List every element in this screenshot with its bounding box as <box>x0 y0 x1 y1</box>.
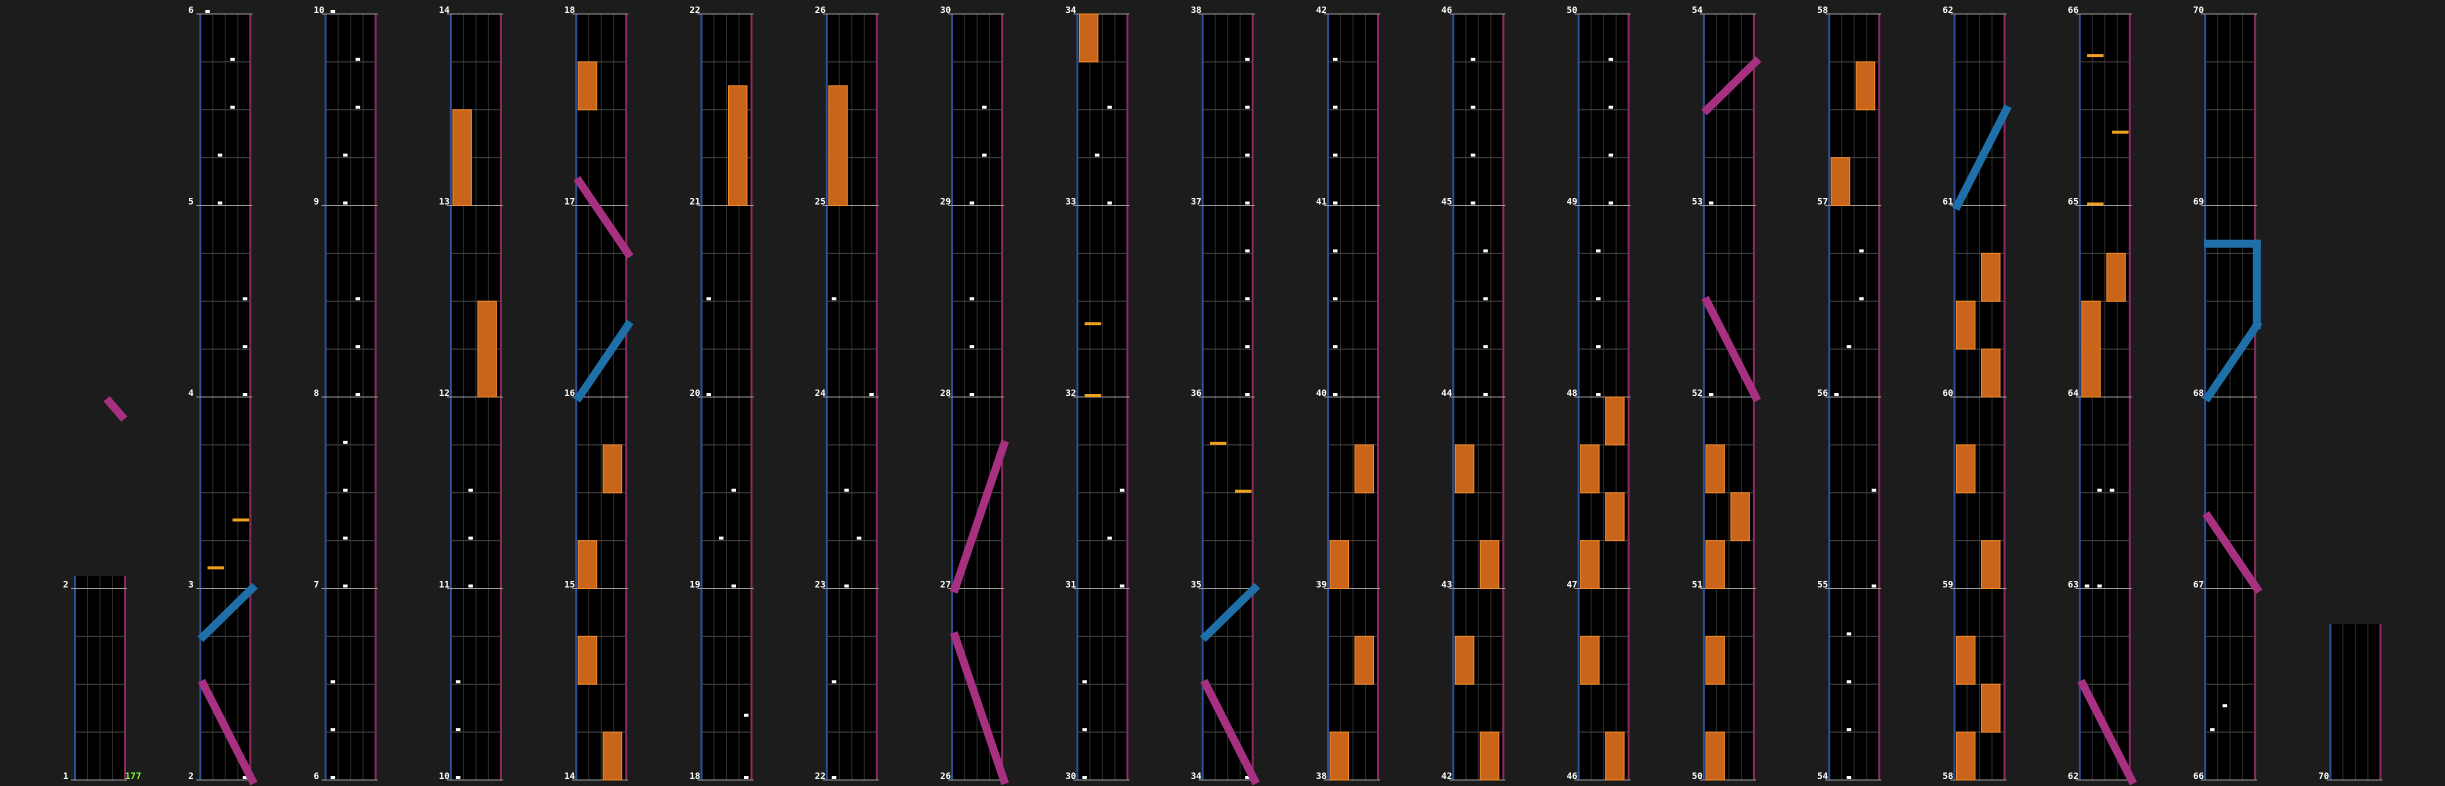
tap-note <box>844 585 849 588</box>
hold-note <box>1606 493 1625 541</box>
measure-number-label: 51 <box>1691 580 1703 591</box>
hold-note <box>1957 301 1976 349</box>
tap-note <box>970 202 975 205</box>
hold-note <box>1856 62 1875 110</box>
hold-note <box>1480 732 1499 780</box>
measure-number-label: 28 <box>940 389 951 399</box>
measure-number-label: 29 <box>940 197 951 208</box>
measure-number-label: 66 <box>2067 6 2079 16</box>
tap-note <box>343 202 348 205</box>
measure-number-label: 42 <box>1316 6 1327 16</box>
measure-number-label: 58 <box>1817 6 1829 16</box>
tap-note <box>343 489 348 492</box>
tap-note <box>1872 489 1877 492</box>
tap-note <box>1847 345 1852 348</box>
tap-note <box>468 537 473 540</box>
measure-number-label: 38 <box>1190 6 1202 16</box>
hold-note <box>2107 253 2126 301</box>
measure-number-label: 30 <box>1065 772 1077 782</box>
measure-number-label: 2 <box>188 772 194 782</box>
measure-number-label: 4 <box>188 389 194 399</box>
tap-note <box>1847 728 1852 731</box>
measure-number-label: 68 <box>2193 389 2204 399</box>
tap-note <box>356 106 361 109</box>
tap-note <box>456 776 461 779</box>
tap-note <box>1082 680 1087 683</box>
measure-number-label: 34 <box>1065 6 1077 16</box>
tap-note <box>1333 202 1338 205</box>
measure-number-label: 63 <box>2067 580 2079 591</box>
measure-number-label: 56 <box>1817 389 1829 399</box>
tap-note <box>1245 297 1250 300</box>
measure-number-label: 42 <box>1441 772 1453 782</box>
hold-note <box>1480 541 1499 589</box>
hold-note <box>1581 445 1600 493</box>
measure-number-label: 27 <box>940 580 951 591</box>
tap-note <box>1609 106 1614 109</box>
measure-number-label: 45 <box>1441 197 1453 208</box>
measure-number-label: 52 <box>1691 389 1703 399</box>
hold-note <box>478 301 497 397</box>
hold-note <box>1982 349 2001 397</box>
measure-number-label: 67 <box>2193 580 2204 591</box>
measure-number-label: 48 <box>1566 389 1578 399</box>
hold-note <box>1581 541 1600 589</box>
measure-number-label: 36 <box>1190 389 1202 399</box>
measure-number-label: 16 <box>564 389 576 399</box>
measure-number-label: 9 <box>313 197 320 208</box>
tap-note <box>1859 297 1864 300</box>
tap-note <box>2110 489 2115 492</box>
total-combo-label: 177 <box>125 772 142 782</box>
measure-number-label: 18 <box>689 772 701 782</box>
hold-note <box>1982 684 2001 732</box>
tap-note <box>1095 154 1100 157</box>
tap-note <box>1709 393 1714 396</box>
tap-note <box>2097 489 2102 492</box>
measure-number-label: 50 <box>1566 6 1578 16</box>
tap-note <box>1483 297 1488 300</box>
tap-note <box>1120 489 1125 492</box>
measure-number-label: 37 <box>1190 197 1202 208</box>
tap-note <box>732 585 737 588</box>
tap-note <box>1847 776 1852 779</box>
tap-note <box>468 489 473 492</box>
hold-note <box>603 732 622 780</box>
hold-note <box>1606 397 1625 445</box>
measure-number-label: 57 <box>1817 197 1829 208</box>
tap-note <box>1107 537 1112 540</box>
tap-note <box>1872 585 1877 588</box>
tap-note <box>1333 106 1338 109</box>
measure-number-label: 59 <box>1942 580 1954 591</box>
measure-number-label: 53 <box>1691 197 1703 208</box>
tap-note <box>844 489 849 492</box>
tap-note <box>343 154 348 157</box>
measure-number-label: 61 <box>1942 197 1954 208</box>
note-layer <box>109 0 2257 780</box>
tap-note <box>230 106 235 109</box>
measure-number-label: 38 <box>1316 772 1327 782</box>
tap-note <box>356 58 361 61</box>
flick-note <box>208 566 225 569</box>
tap-note <box>1082 776 1087 779</box>
tap-note <box>982 106 987 109</box>
tap-note <box>982 154 987 157</box>
measure-number-label: 17 <box>564 197 576 208</box>
tap-note <box>1471 154 1476 157</box>
tap-note <box>456 680 461 683</box>
tap-note <box>1483 393 1488 396</box>
measure-number-label: 50 <box>1691 772 1703 782</box>
tap-note <box>343 441 348 444</box>
tap-note <box>243 345 248 348</box>
tap-note <box>2085 585 2090 588</box>
measure-number-label: 47 <box>1566 580 1578 591</box>
tap-note <box>832 297 837 300</box>
hold-note <box>1831 158 1850 206</box>
measure-number-label: 13 <box>438 197 450 208</box>
measure-number-label: 26 <box>814 6 826 16</box>
measure-number-label: 25 <box>814 197 826 208</box>
measure-number-label: 22 <box>689 6 701 16</box>
flick-note <box>1210 442 1227 445</box>
tap-note <box>832 680 837 683</box>
tap-note <box>331 728 336 731</box>
flick-note <box>1085 394 1102 397</box>
measure-number-label: 11 <box>438 580 450 591</box>
tap-note <box>2210 728 2215 731</box>
hold-note <box>1581 636 1600 684</box>
measure-number-label: 69 <box>2193 197 2204 208</box>
tap-note <box>243 297 248 300</box>
tap-note <box>1245 202 1250 205</box>
measure-number-label: 55 <box>1817 580 1829 591</box>
measure-number-label: 6 <box>313 772 320 782</box>
tap-note <box>719 537 724 540</box>
measure-number-label: 19 <box>689 580 701 591</box>
tap-note <box>1107 106 1112 109</box>
measure-number-label: 2 <box>63 580 69 591</box>
measure-number-label: 64 <box>2067 389 2079 399</box>
measure-number-label: 65 <box>2067 197 2079 208</box>
measure-number-label: 49 <box>1566 197 1578 208</box>
tap-note <box>468 585 473 588</box>
hold-note <box>829 86 848 206</box>
hold-note <box>578 541 597 589</box>
hold-note <box>1355 445 1374 493</box>
tap-note <box>205 10 210 13</box>
tap-note <box>356 345 361 348</box>
tap-note <box>1834 393 1839 396</box>
measure-number-label: 30 <box>940 6 951 16</box>
hold-note <box>1330 732 1349 780</box>
slide-path-pink <box>109 402 122 416</box>
tap-note <box>456 728 461 731</box>
tap-note <box>1471 58 1476 61</box>
tap-note <box>832 776 837 779</box>
hold-note <box>603 445 622 493</box>
measure-number-label: 44 <box>1441 389 1453 399</box>
flick-note <box>2087 203 2104 206</box>
tap-note <box>1245 345 1250 348</box>
measure-number-label: 40 <box>1316 389 1327 399</box>
tap-note <box>356 297 361 300</box>
tap-note <box>356 393 361 396</box>
tap-note <box>970 345 975 348</box>
tap-note <box>1245 393 1250 396</box>
tap-note <box>1847 632 1852 635</box>
tap-note <box>744 714 749 717</box>
tap-note <box>1609 202 1614 205</box>
measure-number-label: 23 <box>814 580 826 591</box>
tap-note <box>1333 249 1338 252</box>
tap-note <box>331 776 336 779</box>
tap-note <box>1596 345 1601 348</box>
hold-note <box>1706 636 1725 684</box>
tap-note <box>1609 154 1614 157</box>
lane-layer <box>71 14 2382 780</box>
measure-number-label: 21 <box>689 197 701 208</box>
tap-note <box>1859 249 1864 252</box>
hold-note <box>1706 541 1725 589</box>
tap-note <box>970 393 975 396</box>
hold-note <box>2082 301 2101 397</box>
tap-note <box>1120 585 1125 588</box>
hold-note <box>1330 541 1349 589</box>
measure-number-label: 41 <box>1316 197 1327 208</box>
tap-note <box>218 154 223 157</box>
hold-note <box>729 86 748 206</box>
tap-note <box>857 537 862 540</box>
measure-number-label: 34 <box>1190 772 1202 782</box>
measure-number-label: 10 <box>313 6 325 16</box>
tap-note <box>1333 393 1338 396</box>
tap-note <box>1596 393 1601 396</box>
hold-note <box>1455 636 1474 684</box>
measure-number-label: 58 <box>1942 772 1954 782</box>
hold-note <box>1982 253 2001 301</box>
measure-number-label: 54 <box>1691 6 1703 16</box>
tap-note <box>1609 58 1614 61</box>
tap-note <box>707 297 712 300</box>
measure-number-label: 62 <box>2067 772 2079 782</box>
hold-note <box>578 636 597 684</box>
hold-note <box>1706 445 1725 493</box>
hold-note <box>578 62 597 110</box>
tap-note <box>331 10 336 13</box>
tap-note <box>707 393 712 396</box>
hold-note <box>1731 493 1750 541</box>
measure-number-label: 12 <box>438 389 450 399</box>
tap-note <box>1483 249 1488 252</box>
tap-note <box>1245 154 1250 157</box>
measure-number-label: 43 <box>1441 580 1453 591</box>
hold-note <box>1355 636 1374 684</box>
tap-note <box>869 393 874 396</box>
measure-number-label: 26 <box>940 772 951 782</box>
measure-number-label: 24 <box>814 389 826 399</box>
measure-number-label: 1 <box>63 772 69 782</box>
tap-note <box>331 680 336 683</box>
measure-number-label: 15 <box>564 580 576 591</box>
flick-note <box>1235 490 1252 493</box>
hold-note <box>1957 636 1976 684</box>
tap-note <box>2097 585 2102 588</box>
measure-number-label: 46 <box>1566 772 1578 782</box>
tap-note <box>1333 297 1338 300</box>
measure-number-label: 70 <box>2318 772 2330 782</box>
tap-note <box>1333 154 1338 157</box>
hold-note <box>1079 14 1098 62</box>
measure-number-label: 14 <box>564 772 576 782</box>
tap-note <box>1847 680 1852 683</box>
measure-number-label: 35 <box>1190 580 1202 591</box>
flick-note <box>2112 131 2129 134</box>
tap-note <box>1471 202 1476 205</box>
measure-number-label: 66 <box>2193 772 2204 782</box>
tap-note <box>732 489 737 492</box>
measure-number-label: 62 <box>1942 6 1954 16</box>
measure-number-label: 8 <box>313 389 320 399</box>
measure-number-label: 70 <box>2193 6 2204 16</box>
tap-note <box>243 393 248 396</box>
tap-note <box>970 297 975 300</box>
measure-number-label: 32 <box>1065 389 1077 399</box>
tap-note <box>343 537 348 540</box>
tap-note <box>230 58 235 61</box>
tap-note <box>1333 58 1338 61</box>
measure-number-label: 22 <box>814 772 826 782</box>
flick-note <box>1085 322 1102 325</box>
measure-number-label: 18 <box>564 6 576 16</box>
tap-note <box>2223 704 2228 707</box>
flick-note <box>2087 54 2104 57</box>
tap-note <box>1596 297 1601 300</box>
tap-note <box>1082 728 1087 731</box>
hold-note <box>1982 541 2001 589</box>
tap-note <box>343 585 348 588</box>
hold-note <box>453 110 472 206</box>
tap-note <box>1333 345 1338 348</box>
measure-number-label: 39 <box>1316 580 1327 591</box>
flick-note <box>233 518 250 521</box>
tap-note <box>1709 202 1714 205</box>
tap-note <box>1107 202 1112 205</box>
tap-note <box>1483 345 1488 348</box>
measure-number-label: 60 <box>1942 389 1954 399</box>
measure-number-label: 14 <box>438 6 450 16</box>
measure-number-label: 31 <box>1065 580 1077 591</box>
measure-number-label: 3 <box>188 580 194 591</box>
tap-note <box>1245 249 1250 252</box>
tap-note <box>1596 249 1601 252</box>
measure-number-label: 10 <box>438 772 450 782</box>
hold-note <box>1706 732 1725 780</box>
tap-note <box>218 202 223 205</box>
hold-note <box>1957 732 1976 780</box>
measure-number-label: 20 <box>689 389 701 399</box>
hold-note <box>1455 445 1474 493</box>
measure-number-label: 46 <box>1441 6 1453 16</box>
tap-note <box>1471 106 1476 109</box>
measure-number-label: 33 <box>1065 197 1077 208</box>
tap-note <box>1245 58 1250 61</box>
tap-note <box>1245 106 1250 109</box>
hold-note <box>1957 445 1976 493</box>
measure-number-label: 6 <box>188 6 194 16</box>
measure-number-label: 7 <box>313 580 320 591</box>
tap-note <box>744 776 749 779</box>
measure-number-label: 5 <box>188 197 194 208</box>
measure-number-label: 54 <box>1817 772 1829 782</box>
hold-note <box>1606 732 1625 780</box>
